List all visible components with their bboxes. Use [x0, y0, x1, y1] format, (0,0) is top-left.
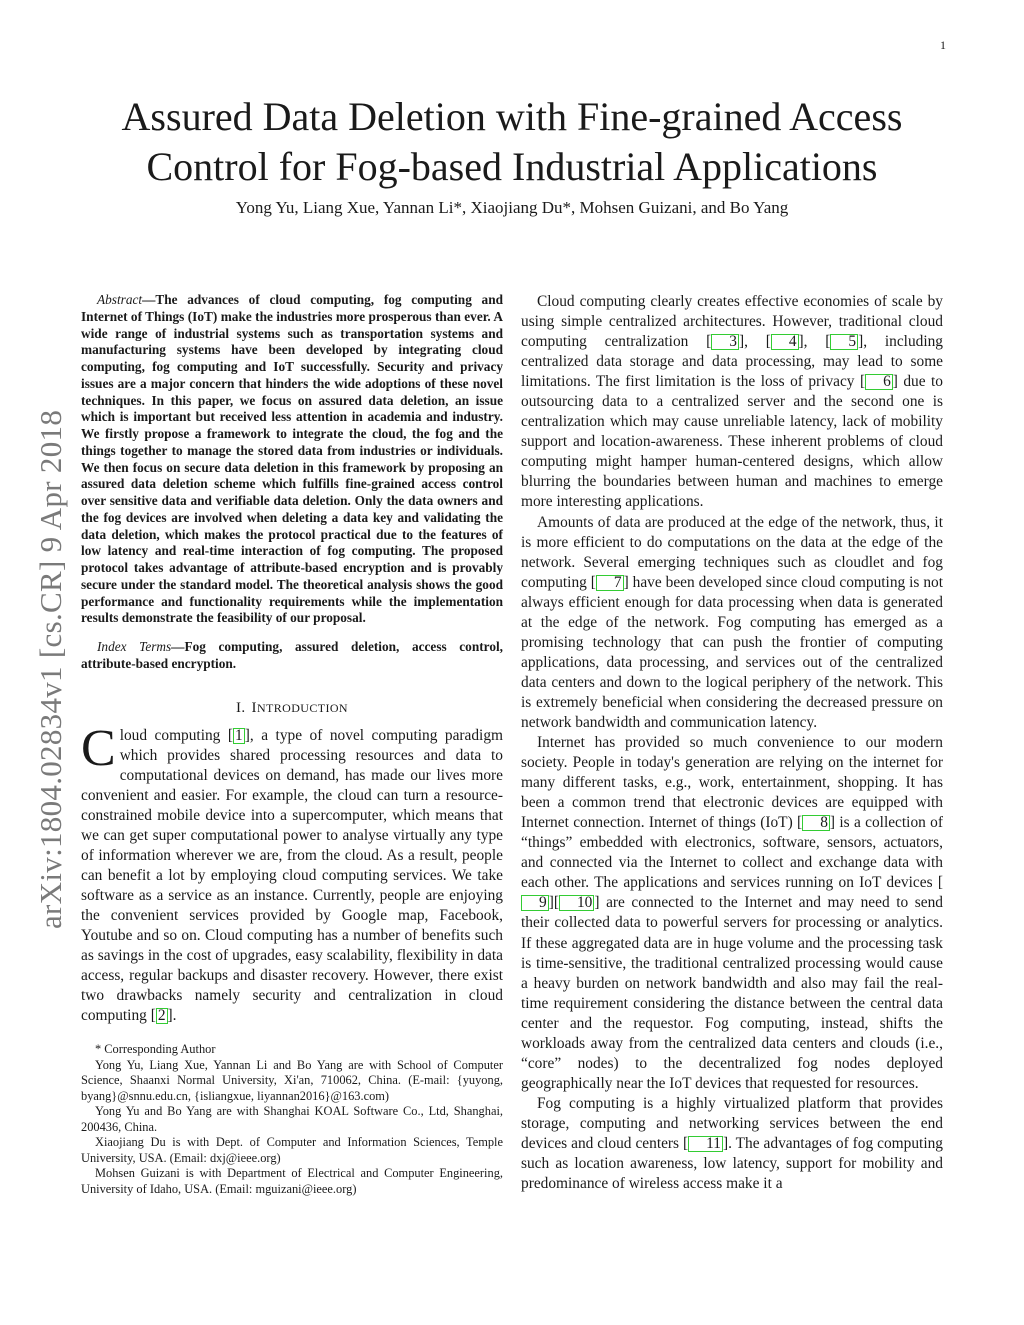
citation-link[interactable]: 7 [596, 575, 624, 591]
section-title-rest: NTRODUCTION [256, 700, 348, 715]
body-paragraph: Cloud computing clearly creates effective economies of scale by using simple centralized architectures. However, traditional cloud computing centralization [ 3 ], [ 4 ], [ 5 ], including centralized data storage and data processing, may lead to some limitations. The first limitation is the loss of privacy [ 6 ] due to outsourcing data to a centralized server and the second one is centralization which may cause unreliable latency, lack of mobility support and location-awareness. These inherent problems of cloud computing might hamper human-centered designs, which allow blurring the boundaries between human and machines to emerge more interesting applications. [521, 293, 943, 511]
index-terms [81, 639, 503, 673]
body-text: have been developed since cloud computing is not always efficient enough for data processing when data is generated at the edge of the network. Fog computing has emerged as a promising technology that can push the frontier of computing applications, data processing, and services out of the centralized data centers and down to the logical periphery of the network. This is extremely beneficial when considering the decreased pressure on network bandwidth and communication latency. [521, 573, 943, 731]
citation-link[interactable]: 9 [521, 895, 549, 911]
abstract-label: Abstract [97, 292, 143, 307]
citation-link[interactable]: 1 [235, 726, 243, 744]
section-number: I. [235, 699, 246, 716]
body-paragraph: Amounts of data are produced at the edge of the network, thus, it is more efficient to do computations on the data at the edge of the network. Several emerging techniques such as cloudlet and fog computing [ 7 ] have been developed since cloud computing is not always efficient enough for data processing when data is generated at the edge of the network. Fog computing has emerged as a promising technology that can push the frontier of computing applications, data processing, and services out of the centralized data centers and down to the logical periphery of the network. This is extremely beneficial when considering the decreased pressure on network bandwidth and communication latency. [521, 513, 943, 731]
citation-link[interactable]: 4 [771, 334, 799, 350]
citation-link[interactable]: 8 [802, 815, 830, 831]
abstract [81, 292, 503, 627]
footnote-affiliation: Yong Yu and Bo Yang are with Shanghai KOAL Software Co., Ltd, Shanghai, 200436, China. [81, 1104, 503, 1134]
section-heading-introduction [81, 698, 503, 718]
footnote-corresponding-author: * Corresponding Author [95, 1042, 216, 1057]
paper-title [80, 92, 944, 192]
abstract-text: —The advances of cloud computing, fog computing and Internet of Things (IoT) make the industries more prosperous than ever. A wide range of industrial systems such as transportation systems and manufacturing systems have been developed by integrating cloud computing, fog computing and IoT successfully. Security and privacy issues are a major concern that hinders the wide adoptions of these novel techniques. In this paper, we focus on assured data deletion, an issue which is important but received less attention in academia and industry. We firstly propose a framework to integrate the cloud, the fog and the things together to manage the stored data from industries or individuals. We then focus on secure data deletion in this framework by proposing an assured data deletion scheme which fulfills fine-grained access control over sensitive data and verifiable data deletion. Only the data owners and the fog devices are involved when deleting a data key and validating the data deletion, which makes the protocol practical due to the features of low latency and real-time interaction of fog computing. The proposed protocol takes advantage of attribute-based encryption and is provably secure under the standard model. The theoretical analysis shows the good performance and functionality requirements while the implementation results demonstrate the feasibility of our proposal. [81, 292, 503, 626]
intro-text: , a type of novel computing paradigm which provides shared processing resources and data to computational devices on demand, has made our lives more convenient and easier. For example, the cloud can turn a resource-constrained mobile device into a supercomputer, which means that we can get super computational power to analyse virtually any type of information wherever we are, from the cloud. As a result, people can benefit a lot by employing cloud computing services. We take software as a service as an instance. Currently, people are enjoying the convenient services provided by Google map, Facebook, Youtube and so on. Cloud computing has a number of benefits such as savings in the cost of upgrades, easy scalability, flexibility in data access, regular backups and disaster recovery. However, there exist two drawbacks namely security and centralization in cloud computing [81, 726, 504, 1025]
body-text: is a collection of “things” embedded with electronics, software, sensors, actuators, and connected via the Internet to collect and exchange data with each other. The applications and services running on IoT devices [521, 814, 943, 892]
right-column [521, 292, 943, 1194]
title-line-2: Control for Fog-based Industrial Applications [146, 144, 878, 189]
citation-link[interactable]: 5 [830, 334, 858, 350]
index-terms-text: —Fog computing, assured deletion, access control, attribute-based encryption. [81, 639, 503, 671]
citation-link[interactable]: 10 [559, 895, 594, 911]
page-number: 1 [940, 38, 946, 52]
body-text: , including centralized data storage and data processing, may lead to some limitations. The first limitation is the loss of privacy [521, 333, 943, 391]
body-paragraph: Internet has provided so much convenience to our modern society. People in today's generation are relying on the internet for many different tasks, e.g., work, entertainment, shopping. It has been a common trend that electronic devices are equipped with Internet connection. Internet of things (IoT) [ 8 ] is a collection of “things” embedded with electronics, software, sensors, actuators, and connected via the Internet to collect and exchange data with each other. The applications and services running on IoT devices [9 ][ 10 ] are connected to the Internet and may need to send their collected data to powerful servers for processing or analytics. If these aggregated data are in huge volume and the processing task is time-sensitive, the traditional centralized processing would cause a heavy burden on network bandwidth and also may fail the real-time requirement considering the distance between the central data center and the requestor. Fog computing, instead, shifts the workloads away from the centralized data centers and clouds (i.e., “core” nodes) to the decentralized fog nodes deployed geographically near the IoT devices that requested for resources. [521, 734, 943, 1092]
body-text: Amounts of data are produced at the edge of the network, thus, it is more efficient to do computations on the data at the edge of the network. Several emerging techniques such as cloudlet and fog computing [521, 513, 943, 591]
intro-text: loud computing [119, 726, 228, 744]
index-terms-label: Index Terms [97, 639, 172, 654]
footnote-affiliation: Mohsen Guizani is with Department of Electrical and Computer Engineering, University of Idaho, USA. (Email: mguizani@ieee.org) [81, 1166, 503, 1196]
intro-text: . [172, 1007, 177, 1025]
body-text: Cloud computing clearly creates effective economies of scale by using simple centralized architectures. However, traditional cloud computing centralization [521, 293, 943, 351]
body-paragraph: Fog computing is a highly virtualized platform that provides storage, computing and networking services between the end devices and cloud centers [ 11 ]. The advantages of fog computing such as location awareness, low latency, support for mobility and predominance of wireless access make it a [521, 1094, 943, 1193]
body-text: . The advantages of fog computing such as location awareness, low latency, support for mobility and predominance of wireless access make it a [521, 1134, 943, 1193]
citation-link[interactable]: 3 [711, 334, 739, 350]
drop-cap: C [81, 719, 116, 777]
body-text: are connected to the Internet and may need to send their collected data to powerful servers for processing or analytics. If these aggregated data are in huge volume and the processing task is time-sensitive, the traditional centralized processing would cause a heavy burden on network bandwidth and also may fail the real-time requirement considering the distance between the central data center and the requestor. Fog computing, instead, shifts the workloads away from the centralized data centers and clouds (i.e., “core” nodes) to the decentralized fog nodes deployed geographically near the IoT devices that requested for resources. [521, 894, 943, 1092]
citation-link[interactable]: 6 [865, 374, 893, 390]
footnotes [81, 1042, 503, 1197]
arxiv-identifier-stamp: arXiv:1804.02834v1 [cs.CR] 9 Apr 2018 [33, 409, 68, 929]
citation-link[interactable]: 2 [157, 1007, 166, 1025]
citation-link[interactable]: 11 [688, 1136, 723, 1152]
left-column [81, 292, 503, 1197]
body-text: due to outsourcing data to a centralized server and the second one is centralization which may cause unreliable latency, lack of mobility support and location-awareness. These inherent problems of cloud computing might hamper human-centered designs, which allow blurring the boundaries between human and machines to emerge more interesting applications. [521, 373, 943, 511]
section-title-initial: I [251, 699, 257, 716]
body-text: Fog computing is a highly virtualized platform that provides storage, computing and networking services between the end devices and cloud centers [521, 1094, 943, 1152]
author-list: Yong Yu, Liang Xue, Yannan Li*, Xiaojiang Du*, Mohsen Guizani, and Bo Yang [235, 198, 789, 217]
title-line-1: Assured Data Deletion with Fine-grained Access [121, 94, 903, 139]
footnote-affiliation: Xiaojiang Du is with Dept. of Computer and Information Sciences, Temple University, USA. (Email: dxj@ieee.org) [81, 1135, 503, 1165]
footnote-affiliation: Yong Yu, Liang Xue, Yannan Li and Bo Yang are with School of Computer Science, Shaanxi Normal University, Xi'an, 710062, China. (E-mail: {yuyong, byang}@snnu.edu.cn, {isliangxue, liyannan2016}@163.com) [81, 1057, 503, 1103]
intro-paragraph: Cloud computing [ 1 ], a type of novel computing paradigm which provides shared processing resources and data to computational devices on demand, has made our lives more convenient and easier. For example, the cloud can turn a resource-constrained mobile device into a supercomputer, which means that we can get super computational power to analyse virtually any type of information wherever we are, from the cloud. As a result, people can benefit a lot by employing cloud computing services. We take software as a service as an instance. Currently, people are enjoying the convenient services provided by Google map, Facebook, Youtube and so on. Cloud computing has a number of benefits such as savings in the cost of upgrades, easy scalability, flexibility in data access, regular backups and disaster recovery. However, there exist two drawbacks namely security and centralization in cloud computing [ 2 ]. [81, 719, 504, 1025]
body-text: Internet has provided so much convenience to our modern society. People in today's generation are relying on the internet for many different tasks, e.g., work, entertainment, shopping. It has been a common trend that electronic devices are equipped with Internet connection. Internet of things (IoT) [521, 734, 943, 832]
